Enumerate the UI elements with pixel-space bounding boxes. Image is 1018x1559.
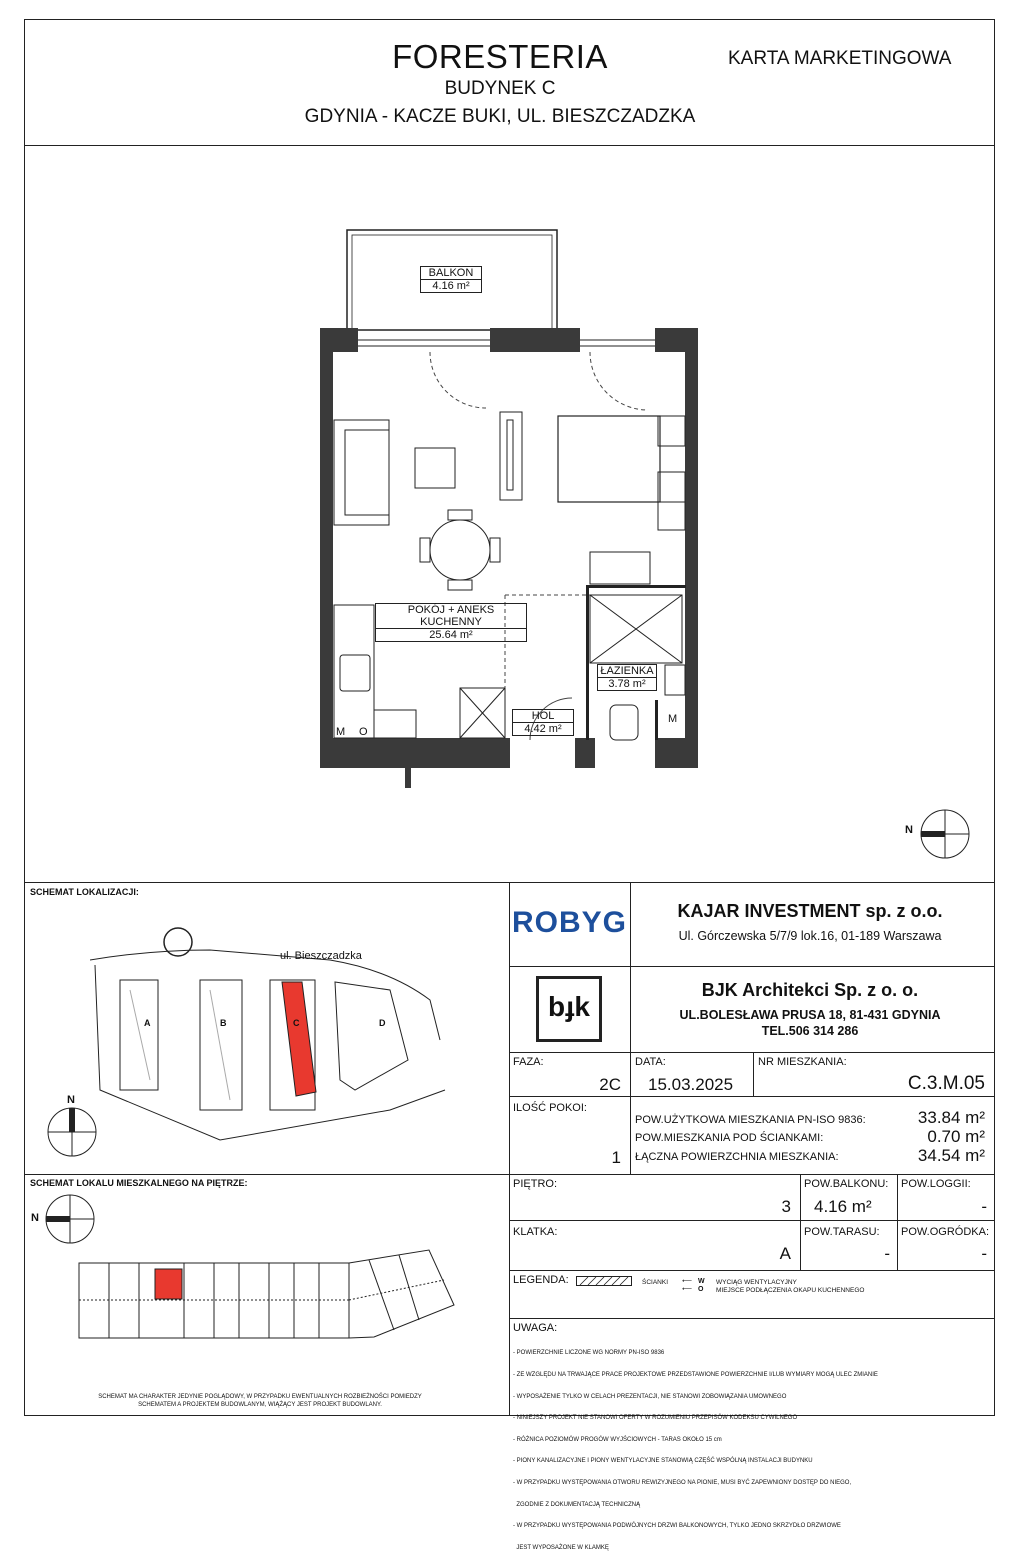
note-item: - WYPOSAŻENIE TYLKO W CELACH PREZENTACJI, NIE STANOWI ZOBOWIĄZANIA UMOWNEGO [513,1393,787,1400]
pow-sciany-value: 0.70 m² [927,1127,985,1146]
faza-label: FAZA: [513,1056,544,1068]
room-area: 3.78 m² [598,677,656,690]
project-title: FORESTERIA [392,38,608,75]
ogrodek-value: - [981,1244,987,1263]
location-heading: SCHEMAT LOKALIZACJI: [30,887,139,897]
info-vline-5 [897,1174,898,1270]
note-item: JEST WYPOSAŻONE W KLAMKĘ [513,1544,609,1551]
robyg-logo: ROBYG [512,906,628,939]
notes-list [513,1336,983,1559]
nr-value: C.3.M.05 [907,1073,985,1094]
building-name: BUDYNEK C [444,78,556,99]
developer-address: Ul. Górczewska 5/7/9 lok.16, 01-189 Warszawa [678,929,942,943]
loggia-value: - [981,1197,987,1216]
floor-compass-icon [44,1193,96,1245]
developer-name: KAJAR INVESTMENT sp. z o.o. [677,901,943,921]
building-d: D [379,1018,386,1028]
legend-walls: ŚCIANKI [642,1279,669,1286]
note-item: - W PRZYPADKU WYSTĘPOWANIA OTWORU REWIZYJNEGO NA PIONIE, MUSI BYĆ ZAPEWNIONY DOSTĘP DO NIEGO, [513,1480,852,1487]
header-divider [24,145,995,146]
notes-label: UWAGA: [513,1322,558,1334]
location-compass-n: N [67,1094,75,1106]
room-name: HOL [531,710,555,722]
pow-uzytkowa-value: 33.84 m² [917,1108,985,1127]
column-divider [509,882,510,1416]
info-divider-5 [509,1270,995,1271]
ogrodek-label: POW.OGRÓDKA: [901,1226,990,1238]
logo-divider [630,882,631,1052]
building-b: B [220,1018,227,1028]
pow-laczna-value: 34.54 m² [917,1146,985,1165]
note-item: - PIONY KANALIZACYJNE I PIONY WENTYLACYJNE STANOWIĄ CZĘŚĆ WSPÓLNĄ INSTALACJI BUDYNKU [513,1458,813,1465]
floor-schema-note [60,1393,460,1409]
pow-laczna-label: ŁĄCZNA POWIERZCHNIA MIESZKANIA: [635,1151,839,1163]
room-area: 4.42 m² [513,722,573,735]
note-line: SCHEMATEM A PROJEKTEM BUDOWLANYM, WIĄŻĄCY JEST PROJEKT BUDOWLANY. [138,1402,382,1408]
room-label-balkon [420,266,482,293]
info-vline-2 [753,1052,754,1096]
note-line: SCHEMAT MA CHARAKTER JEDYNIE POGLĄDOWY, W PRZYPADKU EWENTUALNYCH ROZBIEŻNOŚCI POMIEDZY [98,1394,422,1400]
balkon-value: 4.16 m² [814,1197,872,1216]
floor-schema-map [74,1245,464,1345]
pokoje-value: 1 [611,1148,621,1167]
info-vline-4 [800,1174,801,1270]
info-divider-6 [509,1318,995,1319]
info-divider-2 [509,1096,995,1097]
pietro-label: PIĘTRO: [513,1178,558,1190]
faza-value: 2C [599,1075,621,1094]
taras-value: - [884,1244,890,1263]
pokoje-label: ILOŚĆ POKOI: [513,1102,587,1114]
room-area: 4.16 m² [421,279,481,292]
loggia-label: POW.LOGGII: [901,1178,971,1190]
klatka-label: KLATKA: [513,1226,558,1238]
note-item: - NINIEJSZY PROJEKT NIE STANOWI OFERTY W ROZUMIENIU PRZEPISÓW KODEKSU CYWILNEGO [513,1415,798,1422]
legend-w-desc: WYCIĄG WENTYLACYJNY [716,1279,797,1286]
data-value: 15.03.2025 [648,1075,734,1094]
street-name: ul. Bieszczadzka [280,950,362,962]
pietro-value: 3 [781,1197,791,1216]
pow-uzytkowa-label: POW.UŻYTKOWA MIESZKANIA PN-ISO 9836: [635,1114,866,1126]
info-divider-1 [509,1052,995,1053]
hood-mark-o: O [359,726,368,738]
note-item: - RÓŻNICA POZIOMÓW PROGÓW WYJŚCIOWYCH - TARAS OKOŁO 15 cm [513,1436,722,1443]
info-divider-3 [24,1174,995,1175]
vent-mark-m: M [336,726,346,738]
legend-o-desc: MIEJSCE PODŁĄCZENIA OKAPU KUCHENNEGO [716,1287,865,1294]
card-type: KARTA MARKETINGOWA [728,48,952,69]
bjk-logo [536,976,602,1042]
room-name: ŁAZIENKA [600,665,654,677]
hatch-icon [576,1276,632,1286]
floor-compass-n: N [31,1212,39,1224]
architect-address: UL.BOLESŁAWA PRUSA 18, 81-431 GDYNIA [679,1008,941,1022]
room-label-hol [512,709,574,736]
info-vline-1 [630,1052,631,1096]
building-c: C [293,1018,300,1028]
bath-vent-mark-m: M [668,713,678,725]
note-item: - ZE WZGLĘDU NA TRWAJĄCE PRACE PROJEKTOWE PRZEDSTAWIONE POWIERZCHNIE I/LUB WYMIARY MOGĄ ULEC ZMIANIE [513,1372,878,1379]
room-label-lazienka [597,664,657,691]
bjk-logo-text: bɟk [548,991,590,1022]
note-item: ZGODNIE Z DOKUMENTACJĄ TECHNICZNĄ [513,1501,641,1508]
nr-label: NR MIESZKANIA: [758,1056,847,1068]
info-vline-3 [630,1096,631,1174]
project-location: GDYNIA - KACZE BUKI, UL. BIESZCZADZKA [304,106,696,127]
data-label: DATA: [635,1056,666,1068]
taras-label: POW.TARASU: [804,1226,880,1238]
balkon-label: POW.BALKONU: [804,1178,889,1190]
location-compass-icon [46,1106,98,1158]
pow-sciany-label: POW.MIESZKANIA POD ŚCIANKAMI: [635,1132,824,1144]
info-divider-4 [509,1220,995,1221]
note-item: - POWIERZCHNIE LICZONE WG NORMY PN-ISO 9836 [513,1350,665,1357]
legend-o: O [698,1286,704,1293]
arrow-icon: ⟵ [682,1278,693,1285]
floor-plan [300,220,720,810]
klatka-value: A [779,1244,791,1263]
company-divider [509,966,995,967]
architect-name: BJK Architekci Sp. z o. o. [701,980,919,1000]
arrow-icon: ⟵ [682,1286,693,1293]
room-label-pokoj [375,603,527,642]
architect-phone: TEL.506 314 286 [761,1024,859,1038]
compass-icon [918,807,972,861]
note-item: - W PRZYPADKU WYSTĘPOWANIA PODWÓJNYCH DRZWI BALKONOWYCH, TYLKO JEDNO SKRZYDŁO DRZWIOWE [513,1523,841,1530]
floor-schema-heading: SCHEMAT LOKALU MIESZKALNEGO NA PIĘTRZE: [30,1178,248,1188]
room-name: BALKON [428,267,474,279]
legend-w: W [698,1278,705,1285]
room-area: 25.64 m² [376,628,526,641]
location-map [90,920,450,1150]
compass-n: N [905,824,913,836]
legend-label: LEGENDA: [513,1274,569,1286]
building-a: A [144,1018,151,1028]
room-name: POKÓJ + ANEKS KUCHENNY [407,604,495,628]
